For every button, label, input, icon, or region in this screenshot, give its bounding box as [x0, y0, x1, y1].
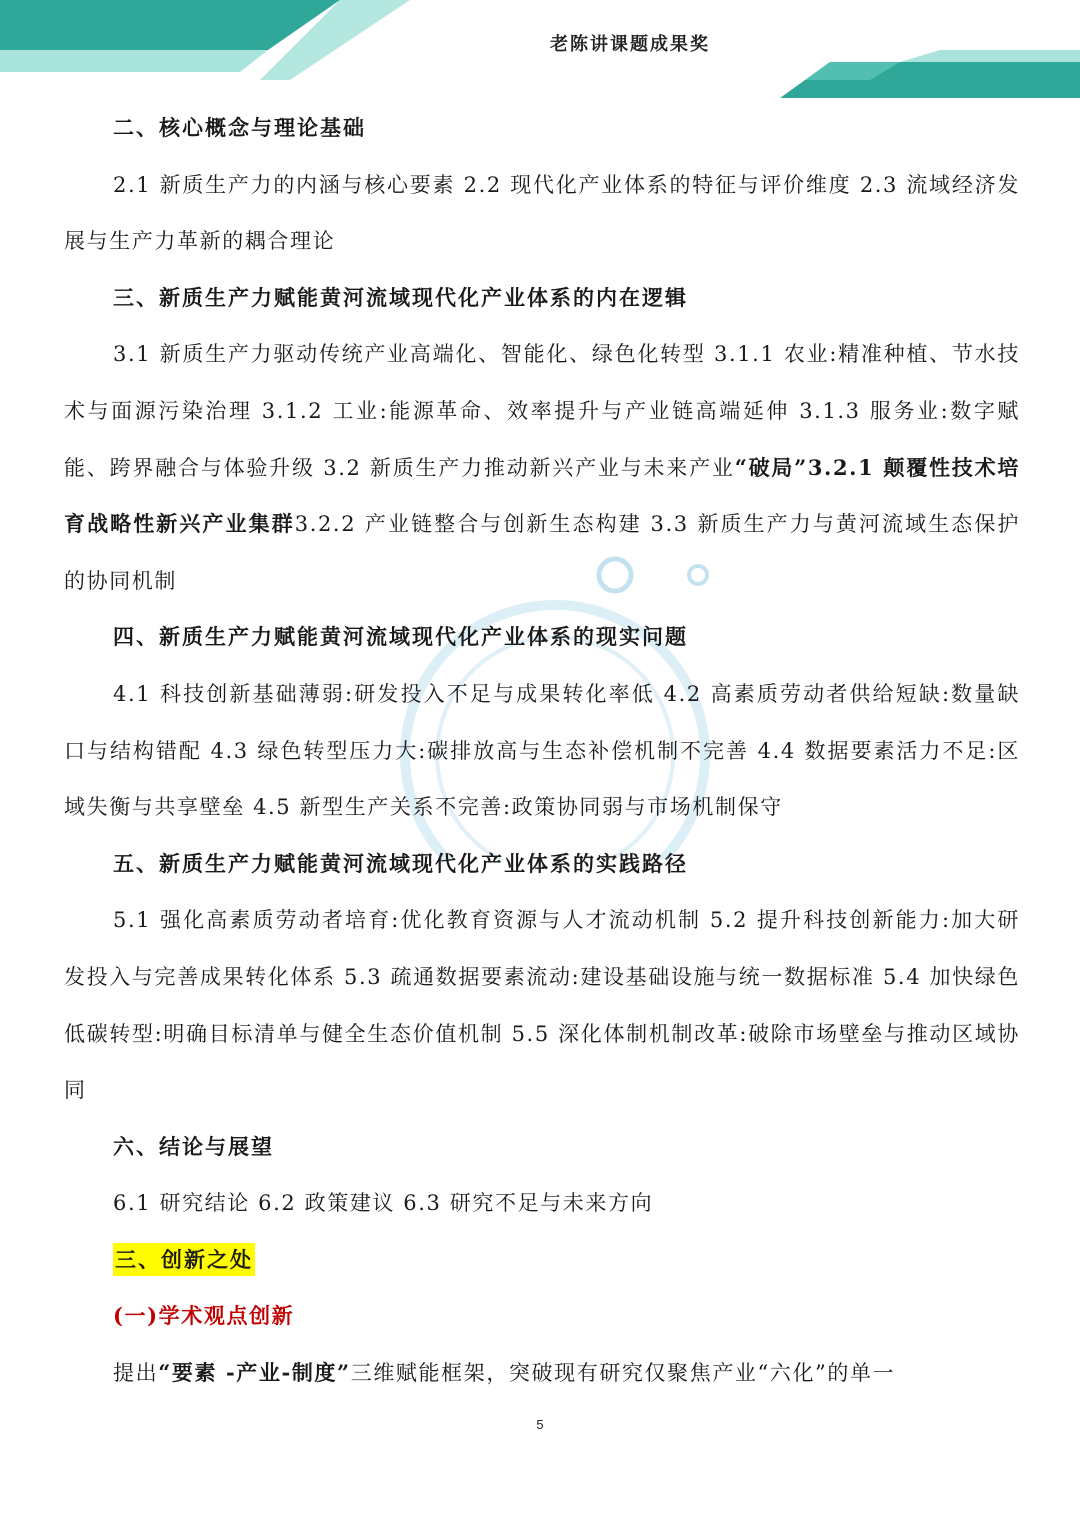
- document-body: [64, 100, 1020, 1402]
- section-heading-3: 三、新质生产力赋能黄河流域现代化产业体系的内在逻辑: [113, 284, 688, 310]
- section-body-3-bold: “破局”3.2.1 颠覆性技术培育战略性新兴产业集群: [64, 454, 1020, 537]
- section-body-3-part-b: 3.2.2 产业链整合与创新生态构建 3.3 新质生产力与黄河流域生态保护的协同机制: [64, 512, 1021, 593]
- innovation-body-prefix: 提出: [113, 1361, 159, 1386]
- section-body-3-part-a: 3.1 新质生产力驱动传统产业高端化、智能化、绿色化转型 3.1.1 农业:精准种植、节水技术与面源污染治理 3.1.2 工业:能源革命、效率提升与产业链高端延伸 3.1.3 服务业:数字赋能、跨界融合与体验升级 3.2 新质生产力推动新兴产业与未来产业: [64, 342, 1020, 480]
- section-body-3: [64, 326, 1020, 609]
- page-number: 5: [536, 1417, 544, 1432]
- section-heading-5: 五、新质生产力赋能黄河流域现代化产业体系的实践路径: [113, 850, 688, 876]
- innovation-body: [64, 1345, 1020, 1402]
- header-title: 老陈讲课题成果奖: [550, 34, 710, 55]
- academic-innovation-heading: (一)学术观点创新: [113, 1303, 295, 1329]
- section-body-5: 5.1 强化高素质劳动者培育:优化教育资源与人才流动机制 5.2 提升科技创新能力:加大研发投入与完善成果转化体系 5.3 疏通数据要素流动:建设基础设施与统一数据标准 5.4 加快绿色低碳转型:明确目标清单与健全生态价值机制 5.5 深化体制机制改革:破除市场壁垒与推动区域协同: [64, 908, 1020, 1103]
- innovation-body-suffix: 三维赋能框架，突破现有研究仅聚焦产业“六化”的单一: [350, 1361, 896, 1386]
- section-body-2: 2.1 新质生产力的内涵与核心要素 2.2 现代化产业体系的特征与评价维度 2.3 流域经济发展与生产力革新的耦合理论: [64, 172, 1020, 254]
- innovation-body-bold: “要素 -产业-制度”: [158, 1360, 351, 1386]
- innovation-heading: 三、创新之处: [113, 1243, 255, 1276]
- section-heading-2: 二、核心概念与理论基础: [113, 115, 366, 140]
- section-heading-4: 四、新质生产力赋能黄河流域现代化产业体系的现实问题: [113, 624, 688, 650]
- section-body-6: 6.1 研究结论 6.2 政策建议 6.3 研究不足与未来方向: [113, 1191, 654, 1216]
- section-heading-6: 六、结论与展望: [113, 1133, 274, 1159]
- section-body-4: 4.1 科技创新基础薄弱:研发投入不足与成果转化率低 4.2 高素质劳动者供给短缺:数量缺口与结构错配 4.3 绿色转型压力大:碳排放高与生态补偿机制不完善 4.4 数据要素活力不足:区域失衡与共享壁垒 4.5 新型生产关系不完善:政策协同弱与市场机制保守: [64, 681, 1020, 820]
- innovation-heading-row: [64, 1232, 1020, 1289]
